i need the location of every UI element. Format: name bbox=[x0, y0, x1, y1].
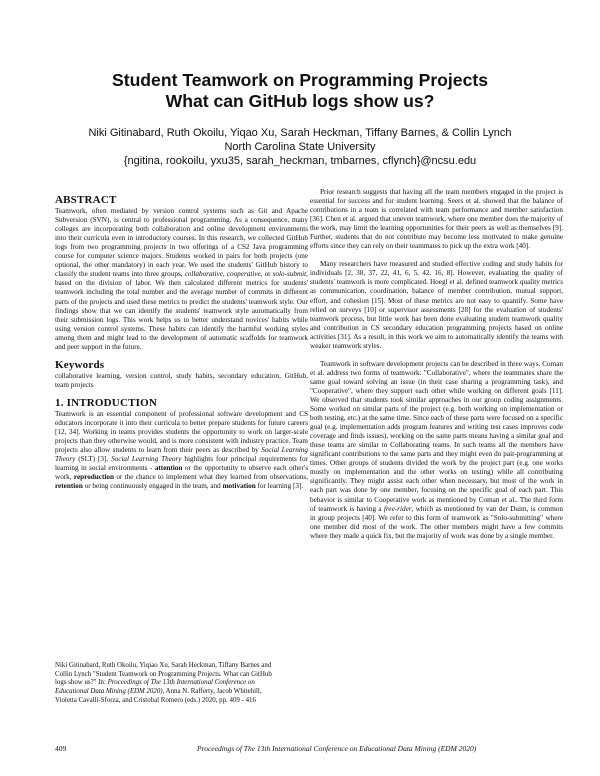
intro-motivation: motivation bbox=[222, 482, 256, 491]
right-p3-part-a: Teamwork in software development projects can be described in three ways. Coman et al. address two forms of teamwork: "Collaborative", where the teammates share the same goal toward solving an issue (in their case sharing a programming task), and "Cooperative", where they support each other while working on different goals [11]. We observed that students took similar approaches in our group coding assignments. Some worked on similar parts of the project (e.g. both working on implementation or both testing, etc.) at the same time. Since each of these parts were focused on a specific goal (e.g. implementation adds program features and writing test cases improves code coverage and finds issues), working on the same parts means having a similar goal and these teams are similar to Collaborating teams. In such teams all the members have significant contributions to the same parts and they might even do pair-programming at times. Other groups of students divided the work by the project part (e.g. one works mostly on implementation and the other works on testing) while all contributing significantly. They might assist each other when necessary, but most of the work in each part was done by one member, focusing on the specific goal of each part. This behavior is similar to Cooperative work as mentioned by Coman et al.. The third form of teamwork is having a bbox=[310, 359, 563, 513]
page-number: 409 bbox=[55, 744, 67, 753]
abstract-or: or bbox=[262, 270, 273, 279]
paper-title bbox=[40, 70, 560, 112]
abstract-part-2: based on the division of labor. We then calculated different metrics for students' teamwork including the total number and the average number of commits in different parts of the projects and used these metrics to predict the students' teamwork style. Our findings show that we can identify the students' teamwork style automatically from their submission logs. This work helps us to better understand novices' habits while using version control systems. These habits can identify the harmful working styles among them and might lead to the development of automatic scaffolds for teamwork and peer support in the future. bbox=[55, 279, 308, 351]
introduction-text bbox=[55, 410, 308, 491]
intro-part-b: (SLT) [3]. bbox=[75, 455, 112, 464]
right-column bbox=[310, 188, 563, 550]
keywords-text: collaborative learning, version control, study habits, secondary education, GitHub, team projects bbox=[55, 371, 308, 389]
footnote-proceedings: Proceedings of The 13th International Conference on Educational Data Mining (EDM 2020) bbox=[55, 679, 255, 696]
intro-part-e: or the chance to implement what they learned from observations, bbox=[113, 473, 308, 482]
author-names: Niki Gitinabard, Ruth Okoilu, Yiqao Xu, Sarah Heckman, Tiffany Barnes, & Collin Lynch bbox=[88, 127, 512, 139]
intro-reproduction: reproduction bbox=[73, 473, 114, 482]
intro-part-g: for learning [3]. bbox=[255, 482, 304, 491]
citation-footnote bbox=[55, 662, 277, 706]
title-line-2: What can GitHub logs show us? bbox=[165, 91, 435, 111]
intro-part-f: or being continuously engaged in the team, and bbox=[82, 482, 223, 491]
intro-attention: attention bbox=[154, 464, 183, 473]
title-line-1: Student Teamwork on Programming Projects bbox=[111, 70, 489, 90]
intro-retention: retention bbox=[55, 482, 83, 491]
abstract-term-solo: solo-submit, bbox=[272, 270, 308, 279]
intro-slt-2: Social Learning Theory bbox=[111, 455, 182, 464]
footnote-part-a: Niki Gitinabard, Ruth Okoilu, Yiqiao Xu, Sarah Heckman, Tiffany Barnes and Collin Lynch "Student Teamwork on Programming Projects. What can GitHub logs show us?" In: bbox=[55, 662, 272, 687]
author-emails: {ngitina, rookoilu, yxu35, sarah_heckman, tmbarnes, cflynch}@ncsu.edu bbox=[123, 155, 477, 167]
intro-slt: Social Learning Theory bbox=[55, 446, 308, 464]
intro-part-c: highlights four principal requirements for learning in social environments - bbox=[55, 455, 308, 473]
abstract-text bbox=[55, 207, 308, 352]
right-paragraph-3 bbox=[310, 360, 563, 541]
abstract-heading: ABSTRACT bbox=[55, 194, 117, 206]
right-paragraph-2: Many researchers have measured and studied effective coding and study habits for individuals [2, 38, 37, 22, 41, 6, 5, 42, 16, 8]. However, evaluating the quality of students' teamwork is more complicated. Hoegl et al. defined teamwork quality metrics as communication, coordination, balance of member contribution, mutual support, effort, and cohesion [15]. Most of these metrics are not easy to quantify. Some have relied on surveys [10] or supervisor assessments [28] for the evaluation of students' teamwork process, but little work has been done evaluating student teamwork quality and contribution in CS secondary education programming projects based on online activities [31]. As a result, in this work we aim to automatically identify the teams with weaker teamwork styles. bbox=[310, 260, 563, 350]
right-free-rider: free-rider bbox=[383, 504, 412, 513]
abstract-term-collab: collaborative, cooperative, bbox=[184, 270, 263, 279]
intro-part-d: or the opportunity to observe each other's work, bbox=[55, 464, 308, 482]
right-paragraph-1: Prior research suggests that having all the team members engaged in the project is essential for success and for student learning. Seers et al. showed that the balance of contributions in a team is correlated with team performance and member satisfaction [36]. Chen et al. argued that uneven teamwork, where one member does the majority of the work, may limit the learning opportunities for their peers as well as themselves [9]. Further, students that do not contribute may become less motivated to make genuine efforts since they can rely on their teammates to pick up the extra work [40]. bbox=[310, 188, 563, 251]
author-block bbox=[40, 126, 560, 168]
author-affiliation: North Carolina State University bbox=[224, 141, 376, 153]
introduction-heading: 1. INTRODUCTION bbox=[55, 396, 158, 409]
left-column bbox=[55, 196, 308, 494]
intro-part-a: Teamwork is an essential component of professional software development and CS educators incorporate it into their curricula to better prepare students for future careers [12, 34]. Working in teams provides students the opportunity to work on larger-scale projects than they otherwise would, and is more consistent with industry practice. Team projects also allow students to learn from their peers as described by bbox=[55, 409, 308, 455]
abstract-part-1: Teamwork, often mediated by version control systems such as Git and Apache Subversion (SVN), is central to professional programming. As a consequence, many colleges are incorporating both collaboration and online development environments into their curricula even in introductory courses. In this research, we collected GitHub logs from two programming projects in two offerings of a CS2 Java programming course for computer science majors. Students worked in pairs for both projects (one optional, the other mandatory) in each year. We used the students' GitHub history to classify the student teams into three groups, bbox=[55, 207, 308, 279]
footnote-part-b: , Anna N. Rafferty, Jacob Whitehill, Violetta Cavalli-Sforza, and Cristobal Romero (eds.) 2020, pp. 409 - 416 bbox=[55, 688, 262, 704]
keywords-heading: Keywords bbox=[55, 358, 105, 371]
footer-proceedings: Proceedings of The 13th International Conference on Educational Data Mining (EDM 2020) bbox=[197, 744, 477, 753]
right-p3-part-b: , which as mentioned by van der Duim, is common in group projects [40]. We refer to this form of teamwork as "Solo-submitting" where one member did most of the work. The other members might have a few commits where they made a quick fix, but the majority of work was done by a single member. bbox=[310, 504, 563, 540]
